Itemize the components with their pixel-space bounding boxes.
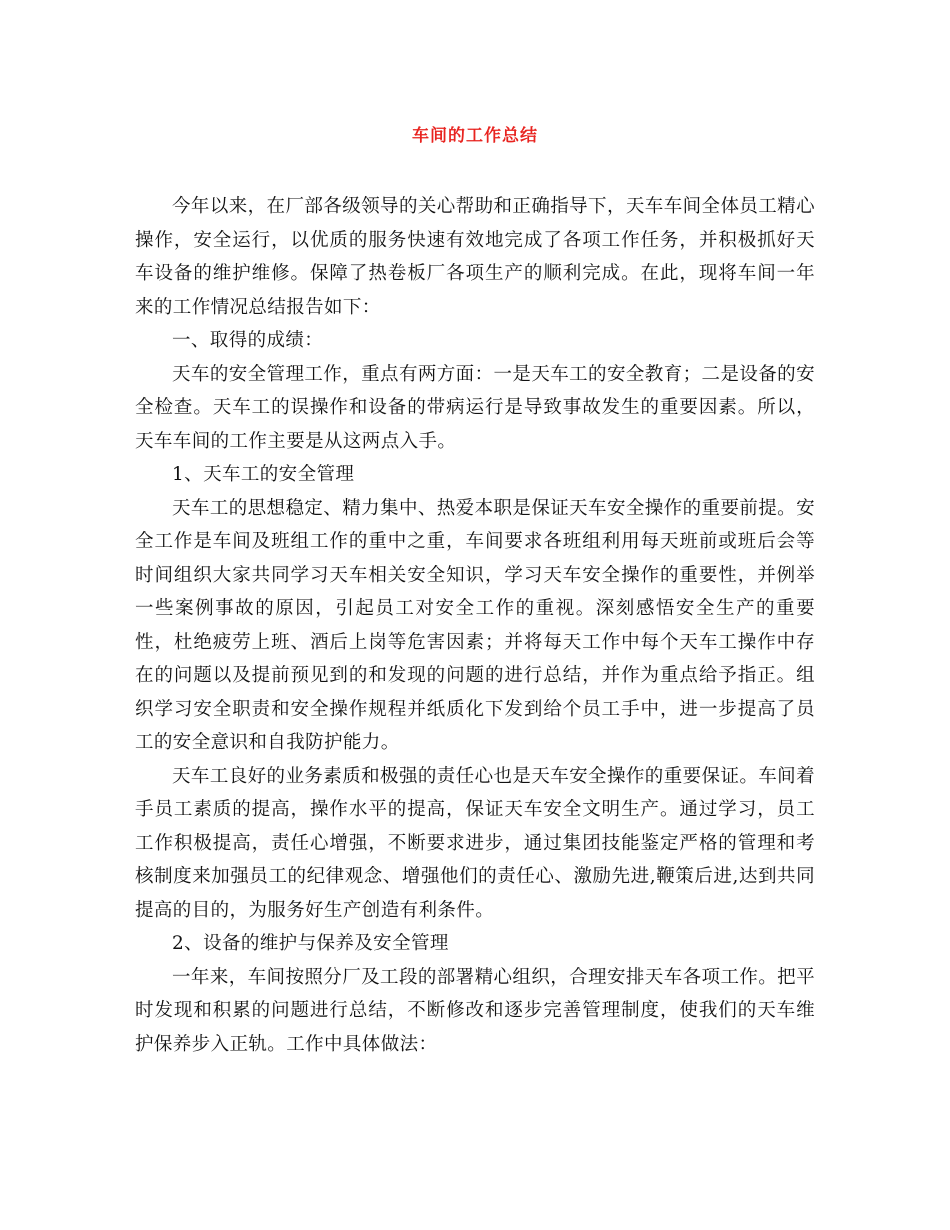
paragraph-maintenance-practice: 一年来，车间按照分厂及工段的部署精心组织，合理安排天车各项工作。把平时发现和积累的问题进行总结，不断修改和逐步完善管理制度，使我们的天车维护保养步入正轨。工作中具体做法： [135,966,815,1055]
document-body [135,190,815,1061]
paragraph-operator-quality: 天车工良好的业务素质和极强的责任心也是天车安全操作的重要保证。车间着手员工素质的提高，操作水平的提高，保证天车安全文明生产。通过学习，员工工作积极提高，责任心增强，不断要求进步，通过集团技能鉴定严格的管理和考核制度来加强员工的纪律观念、增强他们的责任心、激励先进,鞭策后进,达到共同提高的目的，为服务好生产创造有利条件。 [135,765,815,921]
document-title: 车间的工作总结 [412,126,538,146]
section-heading-achievements: 一、取得的成绩： [172,330,324,351]
paragraph-safety-overview: 天车的安全管理工作，重点有两方面：一是天车工的安全教育；二是设备的安全检查。天车工的误操作和设备的带病运行是导致事故发生的重要因素。所以，天车车间的工作主要是从这两点入手。 [135,363,815,452]
subheading-crane-operator-safety: 1、天车工的安全管理 [172,464,355,485]
subheading-equipment-maintenance: 2、设备的维护与保养及安全管理 [172,933,449,954]
paragraph-intro: 今年以来，在厂部各级领导的关心帮助和正确指导下，天车车间全体员工精心操作，安全运行，以优质的服务快速有效地完成了各项工作任务，并积极抓好天车设备的维护维修。保障了热卷板厂各项生产的顺利完成。在此，现将车间一年来的工作情况总结报告如下： [135,196,815,318]
paragraph-operator-safety-details: 天车工的思想稳定、精力集中、热爱本职是保证天车安全操作的重要前提。安全工作是车间及班组工作的重中之重，车间要求各班组利用每天班前或班后会等时间组织大家共同学习天车相关安全知识，学习天车安全操作的重要性，并例举一些案例事故的原因，引起员工对安全工作的重视。深刻感悟安全生产的重要性，杜绝疲劳上班、酒后上岗等危害因素；并将每天工作中每个天车工操作中存在的问题以及提前预见到的和发现的问题的进行总结，并作为重点给予指正。组织学习安全职责和安全操作规程并纸质化下发到给个员工手中，进一步提高了员工的安全意识和自我防护能力。 [135,497,815,753]
